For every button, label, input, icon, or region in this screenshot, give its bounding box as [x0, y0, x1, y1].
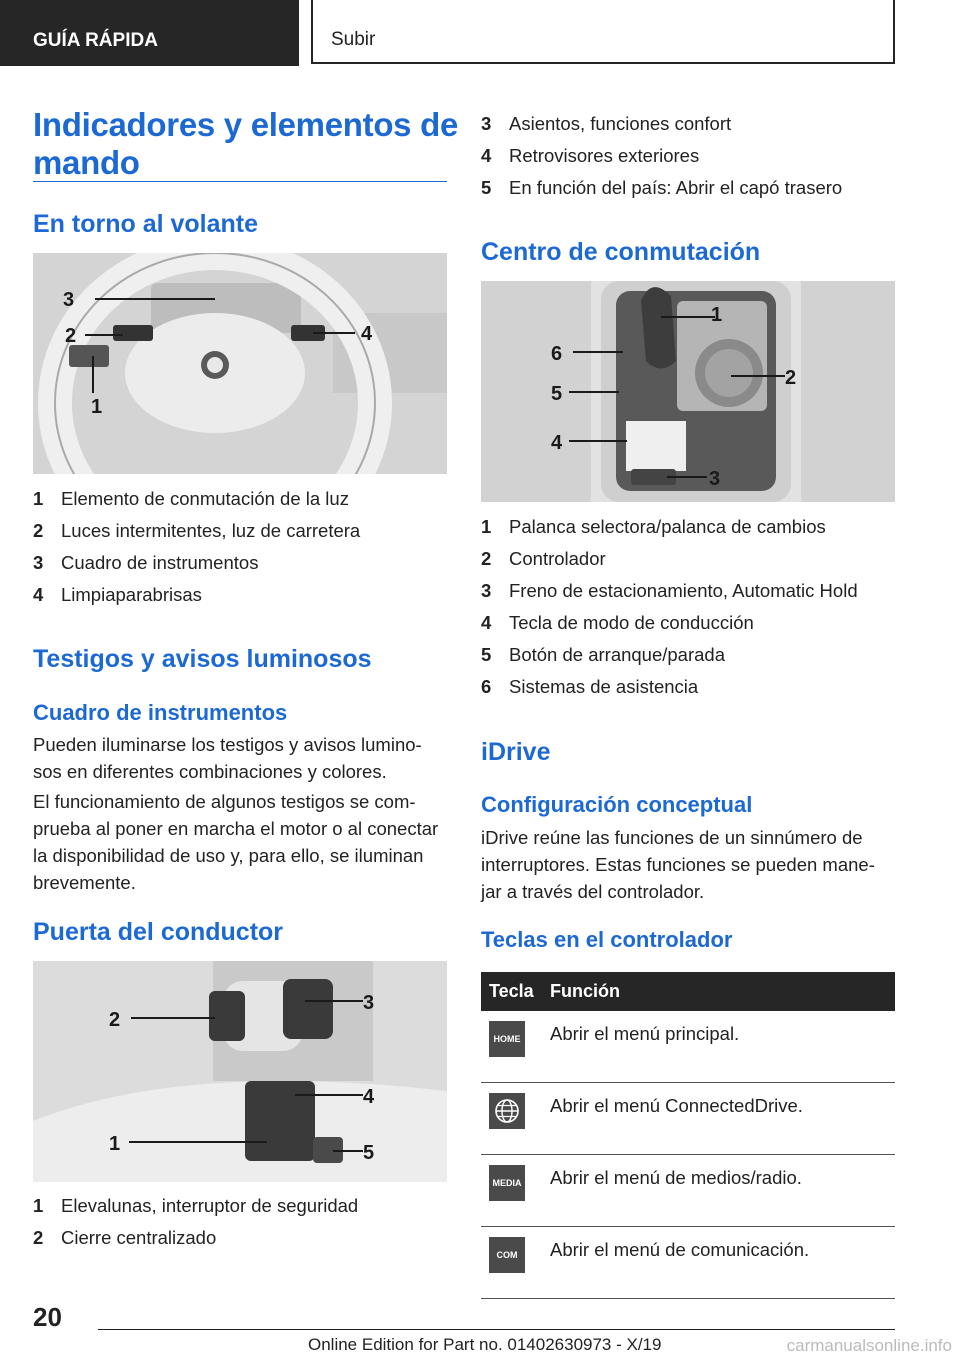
media-key-icon: MEDIA	[489, 1165, 525, 1201]
console-callout-1: 1	[711, 304, 723, 326]
warnings-heading: Testigos y avisos luminosos	[33, 645, 372, 673]
col-key-header: Tecla	[481, 972, 542, 1011]
steering-callout-2: 2	[65, 325, 77, 347]
quick-guide-tab[interactable]: GUÍA RÁPIDA	[0, 0, 299, 66]
warnings-para-2: El funcionamiento de algunos testigos se com-prueba al poner en marcha el motor o al conectar la disponibilidad de uso y, para ello, se iluminan brevemente.	[33, 791, 439, 893]
steering-callout-1: 1	[91, 396, 103, 418]
page-title	[33, 106, 458, 182]
table-cell: Abrir el menú de comunicación.	[542, 1227, 895, 1299]
door-list-continued	[481, 108, 842, 204]
warnings-para-1: Pueden iluminarse los testigos y avisos lumino-sos en diferentes combinaciones y colores.	[33, 734, 422, 782]
console-callout-3: 3	[709, 468, 721, 490]
list-item: 4 Limpiaparabrisas	[33, 584, 202, 605]
list-item: 2 Cierre centralizado	[33, 1227, 217, 1248]
door-callout-3: 3	[363, 992, 375, 1014]
console-heading: Centro de conmutación	[481, 238, 761, 266]
console-callout-2: 2	[785, 367, 797, 389]
table-row	[481, 1155, 895, 1227]
controller-keys-table	[481, 972, 895, 1299]
table-row	[481, 1227, 895, 1299]
up-link[interactable]: Subir	[311, 0, 895, 64]
table-cell: Abrir el menú de medios/radio.	[542, 1155, 895, 1227]
door-list	[33, 1190, 358, 1254]
center-console-image	[481, 281, 895, 502]
table-header-row	[481, 972, 895, 1011]
edition-footer: Online Edition for Part no. 01402630973 - X/19	[308, 1335, 662, 1354]
table-row	[481, 1083, 895, 1155]
door-heading: Puerta del conductor	[33, 918, 284, 946]
list-item: 2 Controlador	[481, 548, 606, 569]
list-item: 3 Cuadro de instrumentos	[33, 552, 259, 573]
list-item: 3 Freno de estacionamiento, Automatic Hold	[481, 580, 858, 601]
list-item: 3 Asientos, funciones confort	[481, 113, 732, 134]
list-item: 2 Luces intermitentes, luz de carretera	[33, 520, 361, 541]
console-list	[481, 511, 858, 703]
steering-wheel-image	[33, 253, 447, 474]
title-rule	[33, 181, 447, 182]
globe-icon	[489, 1093, 525, 1129]
list-item: 5 Botón de arranque/parada	[481, 644, 726, 665]
console-callout-4: 4	[551, 432, 563, 454]
door-callout-5: 5	[363, 1142, 375, 1164]
page-title-line1: Indicadores y elementos de	[33, 106, 459, 143]
footer-rule	[98, 1329, 895, 1330]
driver-door-image	[33, 961, 447, 1182]
col-function-header: Función	[542, 972, 895, 1011]
list-item: 4 Retrovisores exteriores	[481, 145, 700, 166]
list-item: 6 Sistemas de asistencia	[481, 676, 699, 697]
list-item: 5 En función del país: Abrir el capó trasero	[481, 177, 843, 198]
list-item: 1 Elevalunas, interruptor de seguridad	[33, 1195, 359, 1216]
watermark: carmanualsonline.info	[786, 1336, 952, 1355]
steering-list	[33, 483, 360, 611]
instrument-cluster-subheading: Cuadro de instrumentos	[33, 700, 288, 725]
table-cell: Abrir el menú ConnectedDrive.	[542, 1083, 895, 1155]
table-row	[481, 1011, 895, 1083]
door-callout-4: 4	[363, 1086, 375, 1108]
table-cell: Abrir el menú principal.	[542, 1011, 895, 1083]
page-number: 20	[33, 1302, 62, 1332]
door-callout-1: 1	[109, 1133, 121, 1155]
page-title-line2: mando	[33, 144, 140, 181]
idrive-para: iDrive reúne las funciones de un sinnúmero de interruptores. Estas funciones se pueden mane-jar a través del controlador.	[481, 827, 875, 902]
steering-heading: En torno al volante	[33, 210, 259, 238]
list-item: 4 Tecla de modo de conducción	[481, 612, 754, 633]
idrive-heading: iDrive	[481, 738, 551, 766]
concept-subheading: Configuración conceptual	[481, 792, 753, 817]
console-callout-5: 5	[551, 383, 563, 405]
com-key-icon: COM	[489, 1237, 525, 1273]
controller-keys-heading: Teclas en el controlador	[481, 927, 733, 952]
door-callout-2: 2	[109, 1009, 121, 1031]
list-item: 1 Palanca selectora/palanca de cambios	[481, 516, 826, 537]
home-key-icon: HOME	[489, 1021, 525, 1057]
top-navigation-bar	[0, 0, 960, 66]
steering-callout-3: 3	[63, 289, 75, 311]
console-callout-6: 6	[551, 343, 563, 365]
list-item: 1 Elemento de conmutación de la luz	[33, 488, 349, 509]
steering-callout-4: 4	[361, 323, 373, 345]
